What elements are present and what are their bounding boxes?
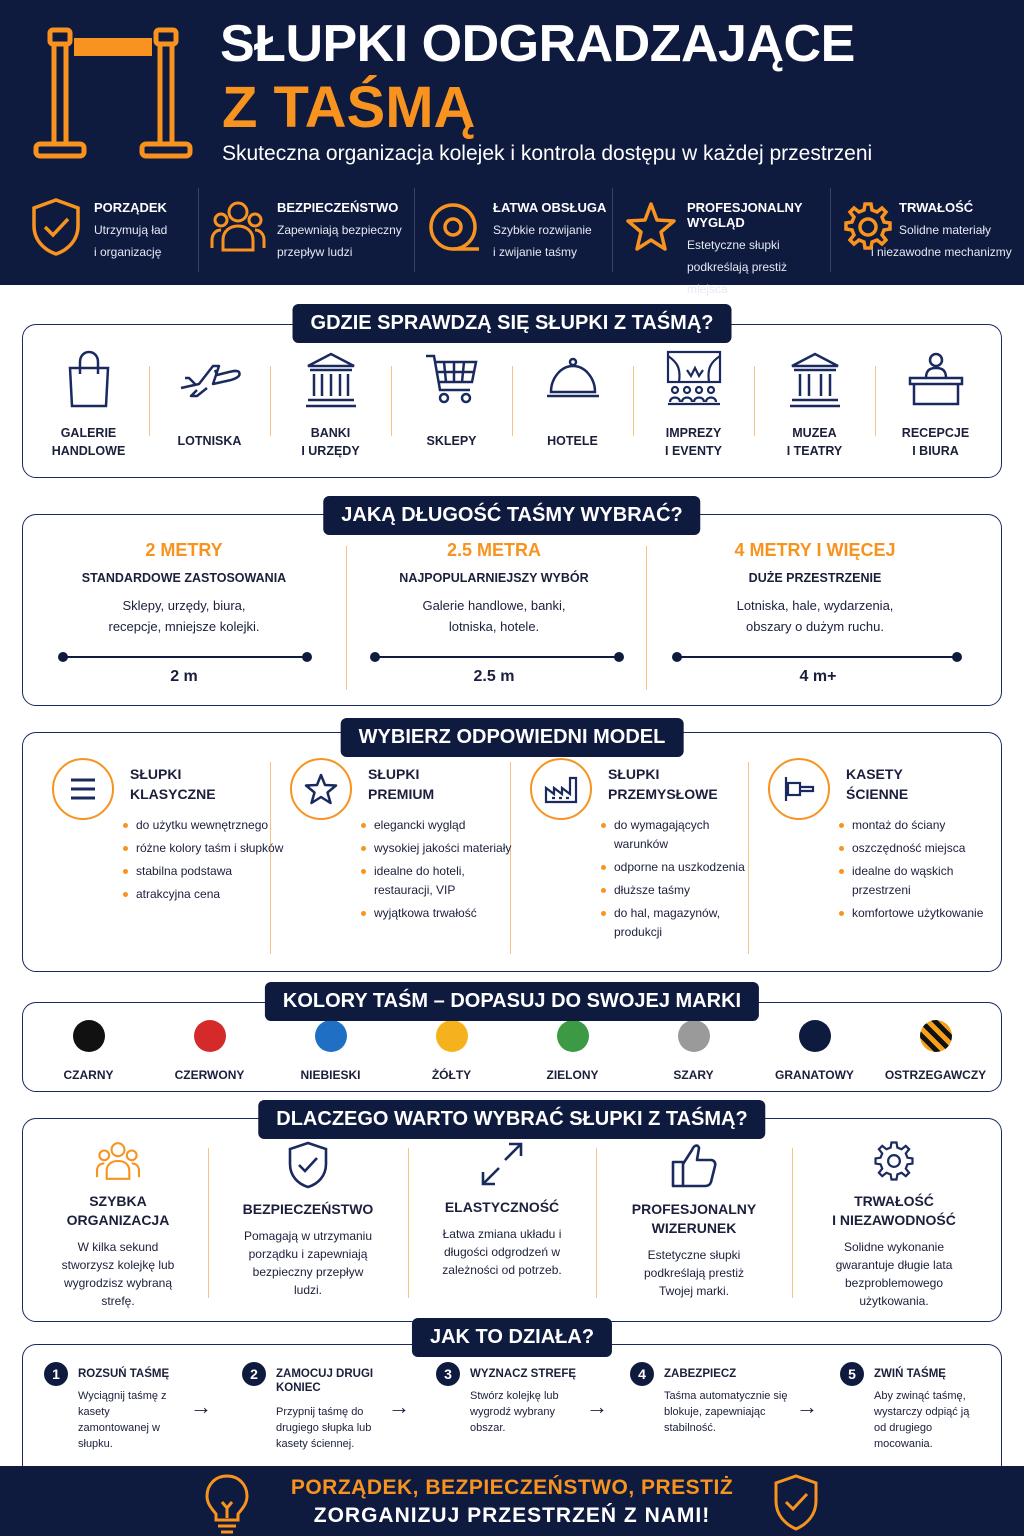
why-heading: DLACZEGO WARTO WYBRAĆ SŁUPKI Z TAŚMĄ? bbox=[258, 1100, 765, 1139]
model-title: SŁUPKI bbox=[608, 766, 660, 782]
why-item-elastycznosc bbox=[408, 1140, 596, 1310]
color-label: SZARY bbox=[673, 1068, 714, 1082]
step-title: WYZNACZ STREFĘ bbox=[470, 1368, 577, 1380]
where-label: BANKI bbox=[310, 426, 351, 440]
page-subtitle: Skuteczna organizacja kolejek i kontrola dostępu w każdej przestrzeni bbox=[222, 142, 873, 165]
length-title: 2.5 METRA bbox=[446, 540, 542, 560]
wall-cassette-icon bbox=[782, 774, 816, 804]
feature-desc: Utrzymują ład bbox=[94, 223, 168, 237]
where-label: I BIURA bbox=[912, 444, 959, 458]
models-heading: WYBIERZ ODPOWIEDNI MODEL bbox=[341, 718, 684, 757]
color-dot bbox=[678, 1020, 710, 1052]
star-icon bbox=[304, 772, 338, 806]
model-feature: odporne na uszkodzenia bbox=[614, 858, 764, 877]
where-label: GALERIE bbox=[60, 426, 117, 440]
where-label: I TEATRY bbox=[786, 444, 843, 458]
feature-desc: i zwijanie taśmy bbox=[493, 245, 578, 259]
reception-desk-icon bbox=[907, 348, 965, 410]
feature-title: TRWAŁOŚĆ bbox=[899, 200, 974, 215]
feature-desc: podkreślają prestiż miejsca bbox=[687, 260, 788, 296]
why-list bbox=[28, 1140, 996, 1310]
length-heading: JAKĄ DŁUGOŚĆ TAŚMY WYBRAĆ? bbox=[323, 496, 700, 535]
model-title: SŁUPKI bbox=[130, 766, 182, 782]
model-icon-circle bbox=[768, 758, 830, 820]
color-dot bbox=[315, 1020, 347, 1052]
model-icon-circle bbox=[290, 758, 352, 820]
star-icon bbox=[625, 196, 677, 258]
stage-audience-icon bbox=[665, 348, 723, 410]
length-desc: recepcje, mniejsze kolejki. bbox=[108, 619, 260, 634]
step-desc: Aby zwinąć taśmę, wystarczy odpiąć ją od drugiego mocowania. bbox=[874, 1390, 970, 1450]
where-label: SKLEPY bbox=[426, 434, 477, 448]
length-option-2m bbox=[34, 540, 334, 637]
people-icon bbox=[91, 1140, 145, 1182]
divider bbox=[646, 546, 647, 690]
length-desc: lotniska, hotele. bbox=[448, 619, 540, 634]
airplane-icon bbox=[177, 348, 243, 410]
where-item-hotele bbox=[512, 348, 633, 460]
where-label: HOTELE bbox=[547, 434, 598, 448]
why-title: SZYBKA bbox=[89, 1193, 147, 1209]
arrow-right-icon: → bbox=[388, 1394, 410, 1419]
model-icon-circle bbox=[52, 758, 114, 820]
color-dot bbox=[799, 1020, 831, 1052]
header-banner bbox=[0, 0, 1024, 296]
where-label: HANDLOWE bbox=[51, 444, 126, 458]
model-feature: wysokiej jakości materiały bbox=[374, 839, 524, 858]
page-title-line2: Z TAŚMĄ bbox=[222, 75, 476, 140]
model-title: KLASYCZNE bbox=[130, 786, 216, 802]
why-title: PROFESJONALNY bbox=[631, 1201, 757, 1217]
length-option-4m bbox=[665, 540, 965, 637]
model-feature: do użytku wewnętrznego bbox=[136, 816, 286, 835]
color-dot bbox=[194, 1020, 226, 1052]
feature-desc: Solidne materiały bbox=[899, 223, 992, 237]
where-item-muzea bbox=[754, 348, 875, 460]
swatch-niebieski bbox=[270, 1020, 391, 1082]
why-item-bezpieczenstwo bbox=[208, 1140, 408, 1310]
feature-porzadek bbox=[0, 188, 198, 272]
color-label: OSTRZEGAWCZY bbox=[884, 1068, 987, 1082]
step-number: 3 bbox=[436, 1362, 460, 1386]
where-label: MUZEA bbox=[792, 426, 837, 440]
length-title: 2 METRY bbox=[145, 540, 223, 560]
swatch-czarny bbox=[28, 1020, 149, 1082]
step-desc: Wyciągnij taśmę z kasety zamontowanej w słupku. bbox=[78, 1390, 167, 1450]
color-swatches bbox=[28, 1020, 996, 1082]
length-title: 4 METRY I WIĘCEJ bbox=[734, 540, 896, 560]
color-dot bbox=[436, 1020, 468, 1052]
why-title: ELASTYCZNOŚĆ bbox=[444, 1199, 560, 1215]
expand-arrows-icon bbox=[479, 1140, 525, 1188]
feature-trwalosc bbox=[830, 188, 1024, 272]
model-feature: do wymagających warunków bbox=[614, 816, 764, 854]
length-bar-2m bbox=[62, 656, 308, 658]
color-label: CZARNY bbox=[63, 1068, 114, 1082]
model-feature: atrakcyjna cena bbox=[136, 885, 286, 904]
length-bar-2-5m bbox=[374, 656, 620, 658]
step-desc: Stwórz kolejkę lub wygrodź wybrany obszar. bbox=[470, 1390, 559, 1434]
step-title: ROZSUŃ TAŚMĘ bbox=[78, 1368, 170, 1380]
bank-building-icon bbox=[304, 348, 358, 410]
length-desc: Galerie handlowe, banki, bbox=[422, 598, 566, 613]
model-feature: montaż do ściany bbox=[852, 816, 1002, 835]
model-feature: dłuższe taśmy bbox=[614, 881, 764, 900]
model-title: SŁUPKI bbox=[368, 766, 420, 782]
model-features bbox=[374, 816, 524, 927]
swatch-szary bbox=[633, 1020, 754, 1082]
shopping-cart-icon bbox=[424, 348, 480, 410]
footer-tagline: PORZĄDEK, BEZPIECZEŃSTWO, PRESTIŻ bbox=[290, 1476, 734, 1499]
model-title: PREMIUM bbox=[368, 786, 435, 802]
step-title: ZABEZPIECZ bbox=[664, 1368, 737, 1380]
model-features bbox=[136, 816, 286, 908]
color-label: GRANATOWY bbox=[775, 1068, 854, 1082]
color-dot bbox=[557, 1020, 589, 1052]
footer-banner bbox=[0, 1466, 1024, 1536]
where-item-lotniska bbox=[149, 348, 270, 460]
model-feature: idealne do hoteli, restauracji, VIP bbox=[374, 862, 524, 900]
step-number: 5 bbox=[840, 1362, 864, 1386]
color-label: ŻÓŁTY bbox=[431, 1068, 472, 1082]
thumbs-up-icon bbox=[670, 1140, 718, 1190]
arrow-right-icon: → bbox=[586, 1394, 608, 1419]
why-item-wizerunek bbox=[596, 1140, 792, 1310]
model-feature: oszczędność miejsca bbox=[852, 839, 1002, 858]
why-desc: Pomagają w utrzymaniu porządku i zapewniają bezpieczny przepływ ludzi. bbox=[243, 1229, 373, 1297]
feature-latwa-obsluga bbox=[414, 188, 612, 272]
feature-strip bbox=[0, 188, 1024, 296]
why-title: BEZPIECZEŃSTWO bbox=[242, 1201, 374, 1217]
shield-check-icon bbox=[28, 196, 84, 258]
model-title: KASETY bbox=[846, 766, 903, 782]
where-label: I URZĘDY bbox=[301, 444, 360, 458]
swatch-zielony bbox=[512, 1020, 633, 1082]
how-heading: JAK TO DZIAŁA? bbox=[412, 1318, 612, 1357]
length-subtitle: STANDARDOWE ZASTOSOWANIA bbox=[81, 571, 287, 585]
where-item-imprezy bbox=[633, 348, 754, 460]
why-title: WIZERUNEK bbox=[651, 1220, 737, 1236]
color-label: NIEBIESKI bbox=[300, 1068, 361, 1082]
model-feature: idealne do wąskich przestrzeni bbox=[852, 862, 1002, 900]
why-title: I NIEZAWODNOŚĆ bbox=[832, 1212, 956, 1228]
feature-desc: Estetyczne słupki bbox=[687, 238, 780, 252]
factory-icon bbox=[543, 772, 579, 806]
length-value: 4 m+ bbox=[799, 668, 837, 685]
feature-title: ŁATWA OBSŁUGA bbox=[493, 200, 607, 215]
length-value: 2.5 m bbox=[473, 668, 515, 685]
model-features bbox=[852, 816, 1002, 927]
where-item-sklepy bbox=[391, 348, 512, 460]
length-subtitle: DUŻE PRZESTRZENIE bbox=[748, 571, 882, 585]
shield-check-icon bbox=[285, 1140, 331, 1190]
color-dot bbox=[920, 1020, 952, 1052]
model-feature: do hal, magazynów, produkcji bbox=[614, 904, 764, 942]
color-label: ZIELONY bbox=[546, 1068, 599, 1082]
museum-icon bbox=[788, 348, 842, 410]
model-icon-circle bbox=[530, 758, 592, 820]
feature-title: PORZĄDEK bbox=[94, 200, 167, 215]
swatch-ostrzegawczy bbox=[875, 1020, 996, 1082]
length-desc: obszary o dużym ruchu. bbox=[745, 619, 884, 634]
colors-heading: KOLORY TAŚM – DOPASUJ DO SWOJEJ MARKI bbox=[265, 982, 759, 1021]
step-desc: Taśma automatycznie się blokuje, zapewniając stabilność. bbox=[664, 1390, 788, 1434]
step-title: ZAMOCUJ DRUGI KONIEC bbox=[276, 1368, 374, 1394]
length-value: 2 m bbox=[170, 668, 198, 685]
step-title: ZWIŃ TAŚMĘ bbox=[874, 1368, 946, 1380]
arrow-right-icon: → bbox=[796, 1394, 818, 1419]
swatch-zolty bbox=[391, 1020, 512, 1082]
model-title: ŚCIENNE bbox=[846, 786, 909, 802]
where-list bbox=[28, 348, 996, 460]
where-label: LOTNISKA bbox=[177, 434, 242, 448]
color-label: CZERWONY bbox=[174, 1068, 245, 1082]
step-number: 4 bbox=[630, 1362, 654, 1386]
feature-desc: przepływ ludzi bbox=[277, 245, 353, 259]
stanchion-barrier-icon bbox=[28, 20, 198, 170]
why-title: ORGANIZACJA bbox=[66, 1212, 170, 1228]
feature-desc: Zapewniają bezpieczny bbox=[277, 223, 402, 237]
length-option-2-5m bbox=[344, 540, 644, 637]
tape-roll-icon bbox=[427, 196, 483, 258]
feature-desc: i niezawodne mechanizmy bbox=[871, 245, 1012, 259]
where-label: RECEPCJE bbox=[901, 426, 970, 440]
why-desc: Solidne wykonanie gwarantuje długie lata bezproblemowego użytkowania. bbox=[835, 1240, 953, 1308]
why-title: TRWAŁOŚĆ bbox=[854, 1193, 934, 1209]
cloche-icon bbox=[543, 348, 603, 410]
where-item-banki bbox=[270, 348, 391, 460]
color-dot bbox=[73, 1020, 105, 1052]
menu-lines-icon bbox=[68, 776, 98, 802]
model-feature: wyjątkowa trwałość bbox=[374, 904, 524, 923]
feature-bezpieczenstwo bbox=[198, 188, 414, 272]
people-icon bbox=[209, 196, 267, 258]
length-bar-4m bbox=[676, 656, 958, 658]
model-feature: stabilna podstawa bbox=[136, 862, 286, 881]
where-heading: GDZIE SPRAWDZĄ SIĘ SŁUPKI Z TAŚMĄ? bbox=[293, 304, 732, 343]
step-number: 1 bbox=[44, 1362, 68, 1386]
footer-cta: ZORGANIZUJ PRZESTRZEŃ Z NAMI! bbox=[313, 1504, 711, 1527]
where-label: I EVENTY bbox=[665, 444, 722, 458]
feature-desc: i organizację bbox=[94, 245, 162, 259]
model-features bbox=[614, 816, 764, 946]
why-desc: Łatwa zmiana układu i długości odgrodzeń w zależności od potrzeb. bbox=[442, 1227, 562, 1277]
where-label: IMPREZY bbox=[665, 426, 722, 440]
why-item-trwalosc bbox=[792, 1140, 996, 1310]
step-number: 2 bbox=[242, 1362, 266, 1386]
why-desc: W kilka sekund stworzysz kolejkę lub wygrodzisz wybraną strefę. bbox=[61, 1240, 175, 1308]
length-desc: Lotniska, hale, wydarzenia, bbox=[736, 598, 894, 613]
where-item-galerie bbox=[28, 348, 149, 460]
feature-desc: Szybkie rozwijanie bbox=[493, 223, 592, 237]
gear-icon bbox=[869, 1140, 919, 1182]
model-title: PRZEMYSŁOWE bbox=[608, 786, 718, 802]
why-desc: Estetyczne słupki podkreślają prestiż Twojej marki. bbox=[643, 1248, 745, 1298]
feature-profesjonalny-wyglad bbox=[612, 188, 830, 296]
length-subtitle: NAJPOPULARNIEJSZY WYBÓR bbox=[399, 571, 589, 585]
model-feature: komfortowe użytkowanie bbox=[852, 904, 1002, 923]
shopping-bag-icon bbox=[64, 348, 114, 410]
feature-title: BEZPIECZEŃSTWO bbox=[277, 200, 399, 215]
length-desc: Sklepy, urzędy, biura, bbox=[122, 598, 246, 613]
feature-title: PROFESJONALNY WYGLĄD bbox=[687, 200, 803, 230]
model-feature: elegancki wygląd bbox=[374, 816, 524, 835]
model-feature: różne kolory taśm i słupków bbox=[136, 839, 286, 858]
step-desc: Przypnij taśmę do drugiego słupka lub kasety ściennej. bbox=[276, 1406, 372, 1450]
arrow-right-icon: → bbox=[190, 1394, 212, 1419]
where-item-recepcje bbox=[875, 348, 996, 460]
swatch-czerwony bbox=[149, 1020, 270, 1082]
shield-check-icon bbox=[770, 1472, 822, 1534]
page-title-line1: SŁUPKI ODGRADZAJĄCE bbox=[220, 15, 855, 73]
why-item-organizacja bbox=[28, 1140, 208, 1310]
swatch-granatowy bbox=[754, 1020, 875, 1082]
